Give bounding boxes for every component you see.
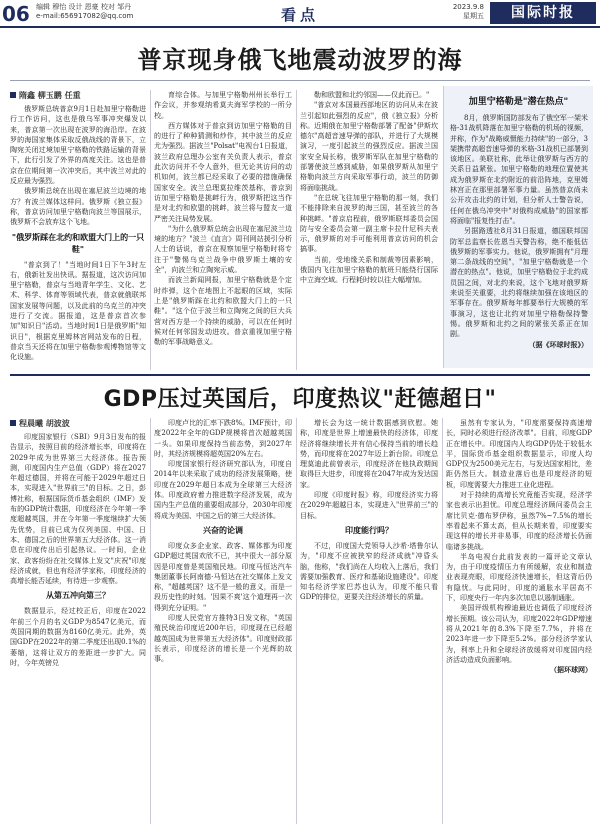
page-number: 06 [2,2,30,26]
article1-column-1 [10,104,146,370]
article2-column-3 [300,418,438,824]
editor-email: e-mail:656917082@qq.com [36,12,134,20]
paragraph: 印度国家银行（SBI）9月3日发布的报告显示，按照目前的经济增长率，印度将在2029年成为世界第三大经济体。报告预测，印度国内生产总值（GDP）将在2027年超过德国，并将在可能于2029年超过日本，实现进入"世界前三"的目标。之日，彭博社称，根据国际货币基金组织（IMF）发布的GDP统计数据，印度经济在今年第一季度超越英国，并在今年第一季度继续扩大领先优势，目前已成为仅列美国、中国、日本、德国之后的世界第五大经济体。这一消息在印度传出后引起热议。一时间，企业家、政客纷纷在社交媒体上发文"庆祝"印度经济成就，但也有经济学家称，印度经济的高增长能否延续，有待进一步观察。 [10,433,146,586]
paragraph: 而波兰新闻网报，加里宁格勒就是个定时炸弹，这个在地图上不起眼的区域，实际上是"俄罗斯踩在北约和欧盟大门上的一只鞋"。"这个位于波兰和立陶宛之间的巨大兵营对西方是一个持续的威胁，可以在任何时候对任何邻国发动进攻。普京重视加里宁格勒的军事战略意义。 [154,276,292,347]
article1-authors: 隋鑫 柳玉鹏 任重 [19,91,81,100]
paragraph: 印度众多企业家、政客、媒体都为印度GDP超过英国欢欣不已，其中很大一部分原因是印度曾是英国殖民地。印度马恒达汽车集团董事长阿南德·马恒达在社交媒体上发文称，"超越英国？这不是一般的意义，而是一段历史性的时刻。'因果不爽'这个道理再一次得到充分证明。" [154,541,292,612]
paragraph: 增长会为这一统计数据感到欣慰。她称，印度是世界上增速最快的经济体，印度经济将继续增长并有信心保持当前的增长趋势，而印度将在2027年迈上新台阶。印度总理莫迪此前曾表示，印度经济在他执政期间取得巨大进步，印度将在2047年成为发达国家。 [300,419,438,489]
sidebar-credit: （据《环球时报》） [528,339,588,349]
article1-byline [10,90,81,101]
article2-authors: 程晨曦 胡波波 [19,419,70,428]
column-divider [296,418,297,824]
page-header [0,0,600,28]
column-divider [296,90,297,370]
editor-info [36,3,133,21]
paragraph: 对于持续的高增长究竟能否实现，经济学家也表示出担忧。印度总理经济顾问委员会主席比贝克·德布罗伊称，虽然7%~7.5%的增长率看起来不算太高，但从长期来看，印度要实现这样的增长并非易事，印度的经济增长仍面临诸多挑战。 [446,491,592,551]
paragraph: 美国评级机构穆迪最近也调低了印度经济增长预期。该公司认为，印度2022年GDP增速将从2021年的8.3%下降至7.7%，并将在2023年进一步下降至5.2%。部分经济学家认为，利率上升和全球经济放缓将对印度国内经济活动造成负面影响。 [446,604,592,664]
article2-subheading-1: 从第五冲向第三？ [46,591,110,601]
paragraph: "普京对本国最西部地区的访问从未在波兰引起如此强烈的反应"，俄《独立报》分析称。近期俄在加里宁格勒部署了配备"伊斯坎德尔"高超音速导弹的部队，并进行了大规模演习，一度引起波兰的强烈反应。据波兰国家安全局长称，俄罗斯军队在加里宁格勒的部署使波兰感到威胁，如果俄罗斯从加里宁格勒向波兰方向采取军事行动，波兰的防御将面临挑战。 [300,101,438,192]
article-separator [10,374,590,376]
article2-subheading-2: 兴奋的论调 [203,525,243,535]
paragraph: 数据显示，经过校正后，印度在2022年前三个月的名义GDP为8547亿美元，而英国同期的数据为8160亿美元。此外，英国GDP在2022年的第二季度还出现0.1%的萎缩，这将让双方的差距进一步扩大。同时，今年英镑兑 [10,607,146,667]
paragraph: 8月，俄罗斯国防部发布了俄空军一架米格-31战机降落在加里宁格勒的机场的视频，并称，作为"战略威慑能力持续"的一部分，3架携带高超音速导弹的米格-31战机已部署到该地区。美联社称，此举让俄罗斯与西方的关系日益紧张。加里宁格勒的地理位置使其成为俄罗斯在北约附近的前沿阵地，克里姆林宫正在那里部署军事力量。虽然普京尚未公开攻击北约的计划，但分析人士警告说，任何在俄乌冲突中"对俄构成威胁"的国家都将面临"报复性打击"。 [450,114,588,225]
paragraph: "在总统飞往加里宁格勒的那一刻，我们不能排除来自波罗的海三国，甚至波兰的各种挑衅。"普京启程前，俄罗斯联邦委员会国防与安全委员会第一副主席卡拉什尼科夫表示，俄罗斯的对手可能利用普京访问的机会搞事。 [300,193,438,254]
article2-column-2 [154,418,292,824]
paragraph: 俄罗斯总统普京9月1日赴加里宁格勒进行工作访问，这也是俄乌军事冲突爆发以来，普京第一次出现在波罗的海沿岸。在波罗的海国家集体采取反俄战线的背景下，立陶宛关闭过境加里宁格勒的铁路运输的背景下，此行引发了外界的高度关注。这也是普京在位期间第一次冲突后，其中波兰对此的反应最为强烈。 [10,105,146,186]
column-divider [150,90,151,370]
sidebar-title: 加里宁格勒是"潜在热点" [468,97,569,107]
paragraph: 勒和欧盟和北约邻国——仅此而已。" [314,91,430,99]
paragraph: 当前，受地缘关系和制裁等因素影响，俄国内飞往加里宁格勒的航班只能绕行国际中立海空域。行程耗时较以往大幅增加。 [300,255,438,285]
article2-column-4 [446,418,592,824]
column-divider [150,418,151,824]
article1-headline: 普京现身俄飞地震动波罗的海 [137,46,463,74]
paragraph: 不过，印度国大党领导人沙希·塔鲁尔认为，"印度不应被狭窄的经济成就"冲昏头脑，他称，"我们尚在人均收入上落后，我们需要加强教育、医疗和基础设施建设"。印度知名经济学家巴苏也认为，印度不能只看GDP的排位，更要关注经济增长的质量。 [300,541,438,602]
column-divider [442,418,443,824]
article2-headline: GDP压过英国后，印度热议"赶德超日" [103,387,497,412]
paragraph: 育综合体。与加里宁格勒州州长举行工作会议，并参观纳希莫夫海军学校的一所分校。 [154,91,292,120]
paragraph: 半岛电视台此前发表的一篇评论文章认为，由于印度疫情压力有所缓解，农业和制造业表现亮眼，印度经济快速增长，但这背后仍有隐忧。与此同时，印度的通胀水平居高不下，印度央行一年内多次加息以遏制通胀。 [446,552,592,603]
article1-subheading-1: "俄罗斯踩在北约和欧盟大门上的一只鞋" [11,232,145,254]
paragraph: "普京到了！"当地时间1日下午3时左右，俄新社发出快讯。据报道，这次访问加里宁格勒，普京与当地青年学生、文化、艺术、科学、体育等领域代表，普京就俄联邦国家发展等问题，以及此前的乌克兰的冲突进行了交流。据报道，这是普京首次参加"知识日"活动。当地时间1日是俄罗斯"知识日"，根据克里姆林宫网站发布的日程，普京当天还将在加里宁格勒参观博物馆等文化设施。 [10,260,146,362]
article2-credit: （据环球网） [550,665,592,675]
paragraph: "为什么俄罗斯总统会出现在塞尼波兰边境的地方？"波兰《直言》周刊网站援引分析人士的话说，普京在视察加里宁格勒时将专注于"警惕乌克兰战争中俄罗斯土壤的安全"，向波兰和立陶宛示威。 [154,224,292,275]
masthead-logo: 国际时报 [490,2,596,24]
paragraph: 俄罗斯总统在出现在塞尼波兰边境的地方？有波兰媒体这样问。俄罗斯《独立报》称，普京访问加里宁格勒向波兰等国展示，俄罗斯不会放弃这个飞地。 [10,187,146,227]
paragraph: 另据路透社8月31日报道，德国联邦国防军总监察长佐恩当天警告称，绝不能低估俄罗斯的军事实力。他说，俄罗斯拥有"月理第二条战线的空间"，"加里宁格勒就是一个潜在的热点"。他说，加里宁格勒位于北约成员国之间，对北约来说，这个飞地对俄罗斯来说至关重要，北约将继续加强在该地区的军事存在。俄罗斯每年都要举行大规模的军事演习，这也让北约对加里宁格勒保持警惕。俄罗斯和北约之间的紧张关系正在加剧。 [450,227,588,339]
issue-date-line: 2023.9.8 [452,3,484,11]
byline-square-icon [10,92,16,98]
paragraph: 印度卢比的汇率下跌8%。IMF预计，印度2022年全年的GDP规模将首次超越英国一头。如果印度保持当前态势，到2027年时，其经济规模将超英国20%左右。 [154,419,292,458]
article2-byline [10,418,70,429]
article1-divider [10,80,590,81]
article1-sidebar [443,86,593,368]
editor-line: 编辑 穆怡 设计 恩豪 校对 邹丹 [36,3,132,11]
article2-subheading-3: 印度能行吗？ [345,525,393,535]
article1-column-2 [154,90,292,370]
issue-weekday: 星期五 [463,12,484,20]
article2-column-1 [10,432,146,824]
paragraph: 印度人民党官方推特3日发文称，"英国殖民统治印度近200年后，印度现在已经超越英国成为世界第五大经济体"。印度财政部长表示，印度经济的增长是一个光辉的故事。 [154,614,292,664]
sidebar-body [450,113,588,363]
paragraph: 印度国家银行经济研究部认为，印度自2014年以来采取了成功的经济发展策略，使印度在2029年超日本成为全球第三大经济体。印度政府着力推进数字经济发展，成为国内生产总值的重要组成部分，2030年印度将成为美国、中国之后的第三大经济体。 [154,460,292,520]
paragraph: 虽然有专家认为，"印度需要保持高速增长，同时必须进行经济改革"。目前，印度GDP正在增长中。印度国内人均GDP仍处于较低水平，国际货币基金组织数据显示，印度人均GDP仅为2500美元左右，与发达国家相比，差距仍然巨大。制造业落后也是印度经济的短板，印度需要大力推进工业化进程。 [446,419,592,489]
paragraph: 西方媒体对于普京到访加里宁格勒的目的进行了种种猜测和炒作，其中波兰的反应尤为强烈。据波兰"Polsat"电视台1日报道，波兰政府总理办公室有关负责人表示，普京此次访问并不令人意外，但无论其访问的动机如何，波兰都已经采取了必要的措施确保国家安全。波兰总理莫拉维茨基称，普京到访加里宁格勒是挑衅行为，俄罗斯把这当作是对北约和欧盟的挑衅，波兰将与盟友一道严密关注局势发展。 [154,121,292,223]
article1-column-3 [300,90,438,370]
issue-date [448,3,484,21]
paragraph: 印度《印度时报》称，印度经济实力将在2029年超越日本，实现进入"世界前三"的目标。 [300,491,438,520]
section-title: 看点 [280,6,319,24]
byline-square-icon [10,420,16,426]
